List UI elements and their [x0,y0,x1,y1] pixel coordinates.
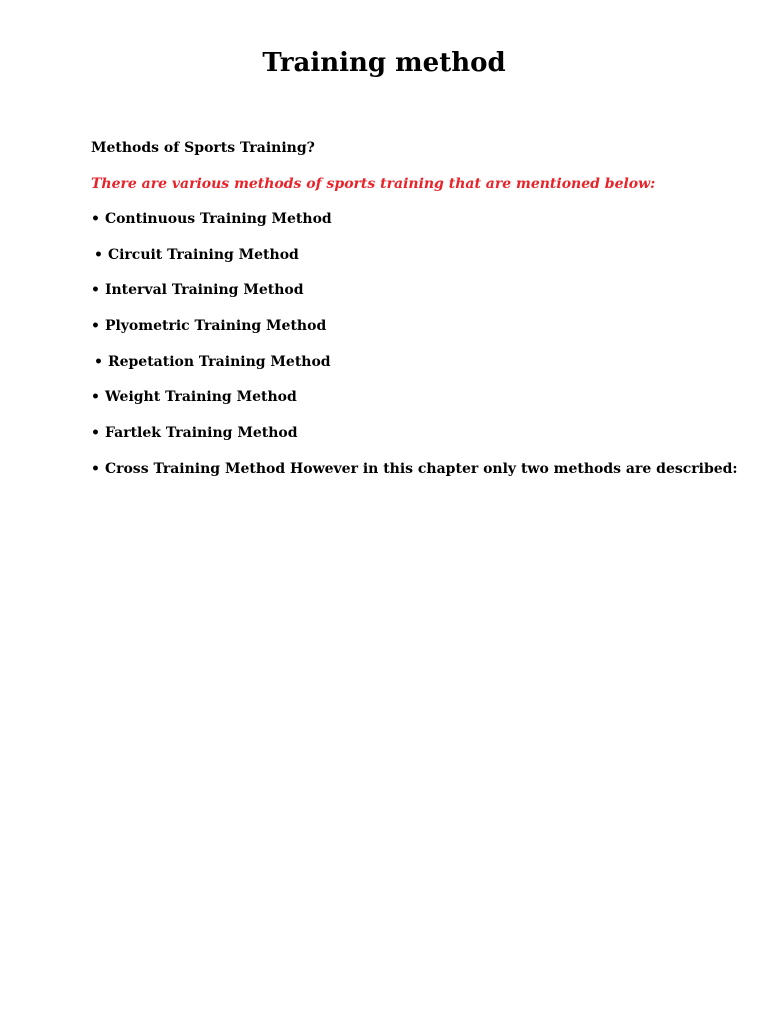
bullet-icon: • [94,246,103,263]
intro-text: There are various methods of sports training that are mentioned below: [91,176,656,192]
list-item-text: Plyometric Training Method [104,318,327,335]
methods-list [91,209,738,495]
list-item-text: Circuit Training Method [107,246,299,263]
list-item-text: Continuous Training Method [104,211,332,227]
list-item-text: Weight Training Method [104,389,297,406]
list-item [91,316,738,352]
section-heading: Methods of Sports Training? [91,140,315,156]
bullet-icon: • [91,389,100,406]
list-item-text: Repetation Training Method [107,353,331,370]
bullet-icon: • [91,211,100,227]
bullet-icon: • [94,353,103,370]
list-item-text: Cross Training Method However in this chapter only two methods are described: [104,460,738,477]
list-item [91,209,738,245]
bullet-icon: • [91,460,100,477]
bullet-icon: • [91,282,100,299]
document-title: Training method [262,48,506,78]
bullet-icon: • [91,318,100,335]
list-item [91,352,738,388]
bullet-icon: • [91,425,100,442]
list-item-text: Interval Training Method [104,282,304,299]
list-item [91,459,738,495]
list-item [91,423,738,459]
list-item [91,245,738,281]
list-item [91,280,738,316]
list-item-text: Fartlek Training Method [104,425,298,442]
list-item [91,387,738,423]
